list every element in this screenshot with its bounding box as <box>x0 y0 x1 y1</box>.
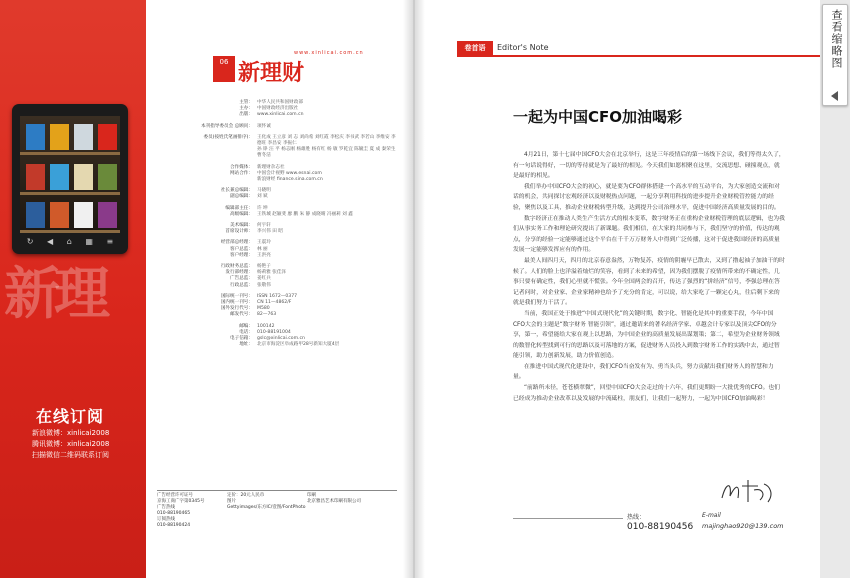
view-thumbnails-label: 查看缩略图 <box>830 9 843 69</box>
footer-line: 010-88190424 <box>157 523 191 528</box>
magazine-thumb <box>74 164 93 190</box>
masthead-label: 网站合作： <box>230 170 253 176</box>
article-paragraph: “前路所未径，苍苍横翠微”，回望中国CFO大会走过的十六年，我们更期盼一大批优秀的CFO。也们已经成为推动企业改革以及发展的中流砥柱，朋友们，让我们一起努力，一起为中国CFO加油喝彩！ <box>513 385 780 402</box>
masthead-label: 发行部经理： <box>225 270 253 276</box>
masthead-value: 100142 <box>257 323 275 329</box>
magazine-logo: 新理财 <box>238 60 305 86</box>
ghost-logo-text: 新理 <box>4 262 104 327</box>
article-paragraph: 最美人间四月天，四月的北京春意盎然，万物复苏，疫情的阴霾早已散去，又到了撸起袖子加油干的时候了。人们的脸上也洋溢着灿烂的笑容，看到了未来的希望，因为我们摆脱了疫情所带来的不确定性，几事只要有确定性，我们心里就不慌张。今年全国两会的召开，传达了强烈的“拼经济”信号，李强总理在答记者问时，对企业家、企业家精神也给予了充分的肯定，可以说，给大家吃了一颗定心丸，往后剩下来的就是我们努力干活了。 <box>513 257 785 307</box>
masthead-label: 国内统一刊号： <box>220 300 253 306</box>
footer-col-print <box>307 493 387 529</box>
masthead-value: 王洪亮 <box>257 252 271 258</box>
article-body <box>513 150 785 404</box>
email-address: majinghao920@139.com <box>702 522 784 530</box>
magazine-thumb <box>98 202 117 228</box>
masthead-label: 国际统一刊号： <box>220 293 253 299</box>
article-headline: 一起为中国CFO加油喝彩 <box>513 108 683 126</box>
subscribe-line: 腾讯微博：xinlicai2008 <box>32 440 110 448</box>
menu-icon: ≡ <box>106 236 114 246</box>
contact-rule <box>513 518 623 519</box>
masthead-row <box>157 124 397 130</box>
masthead-value: 王化成 王立彦 刘 志 刘尚希 刘红霞 李松庆 李书武 李若山 李维安 李德旺 李昌安 李振仁 <box>257 134 396 147</box>
masthead-row <box>157 229 397 235</box>
masthead-label: 编辑部主任： <box>225 205 253 211</box>
article-paragraph: 当前，我国正处于推进“中国式现代化”的关键时期，数字化、智能化是其中的重要手段，今年中国CFO大会的主题是“数字财务 智能引领”，通过邀请来的著名经济学家、卓越会计专家以及顶尖CFO的分享，第一，希望能给大家在观上以思路，为中国企业的高质量发展出谋划策；第二，希望为企业财务领域的数智化转型找到可行的思路以及可落地的方案，促进财务人员投入到数字财务工作的实践中去，通过智能引领，助力创新发展，助力价值创造。 <box>513 310 780 360</box>
signature-icon <box>718 476 778 506</box>
masthead-value: 孙 铮 汪 平 杨志刚 杨雄胜 杨有红 杨 敏 罗乾宜 陈毓圭 夏 成 秦荣生 曹冬洁 <box>257 147 396 159</box>
masthead-value: 许 坤 <box>257 205 268 211</box>
footer-line: 010-88190465 <box>157 511 191 516</box>
masthead-label: 美术编辑： <box>230 223 253 229</box>
masthead-label: 行政总监： <box>230 282 253 288</box>
masthead-row <box>157 177 397 183</box>
masthead-row <box>157 283 397 289</box>
masthead-footer <box>157 488 397 529</box>
issue-badge: 06 <box>213 56 235 82</box>
masthead-value: 杨艳子 <box>257 264 271 270</box>
footer-col-price <box>227 493 307 529</box>
masthead-label: 副总编辑： <box>230 194 253 200</box>
shelf <box>20 192 120 195</box>
back-icon: ◀ <box>47 236 54 246</box>
masthead-label: 行政财务总监： <box>220 264 253 270</box>
magazine-thumb <box>74 124 93 150</box>
home-icon: ⌂ <box>66 236 72 246</box>
footer-line: 订阅热线 <box>157 517 175 522</box>
masthead-row <box>157 194 397 200</box>
phone-number: 010-88190456 <box>627 522 694 532</box>
masthead-row <box>157 312 397 318</box>
masthead-value: 姜红兵 <box>257 276 271 282</box>
masthead-value: 010-88191004 <box>257 329 291 335</box>
tablet-screen <box>20 116 120 232</box>
masthead-label: 客户经理： <box>230 252 253 258</box>
masthead-row <box>157 135 397 147</box>
masthead-value: 新浪财经 finance.sina.com.cn <box>257 177 323 183</box>
masthead-value: 新理财杂志社 <box>257 164 285 170</box>
masthead-value: 马晓明 <box>257 188 271 194</box>
footer-line: 定价：20元人民币 <box>227 493 265 498</box>
masthead-label: 客户总监： <box>230 246 253 252</box>
masthead-label <box>157 147 257 159</box>
tablet-toolbar <box>20 234 120 248</box>
masthead-label: 合作媒体： <box>230 164 253 170</box>
masthead-label: 委员(按姓氏笔画排序)： <box>203 134 253 140</box>
masthead-value: 李兴伟 田 昭 <box>257 229 283 235</box>
magazine-thumb <box>98 164 117 190</box>
masthead-label: 电子信箱： <box>230 336 253 342</box>
magazine-thumb <box>26 124 45 150</box>
masthead-label: 主管： <box>239 100 253 105</box>
masthead-value: 王铁城 赵颖斐 廖 鹏 朱 静 成晓晴 冯丽莉 刘 鑫 <box>257 211 353 217</box>
footer-line: Gettyimages/东方IC/壹图/FontPhoto <box>227 505 306 510</box>
masthead-value: 中国财政经济出版社 <box>257 106 299 112</box>
masthead-label: 国外发行代号： <box>220 306 253 312</box>
footer-line: 京海工商广字第0345号 <box>157 499 205 504</box>
masthead-value: ISSN 1672—0377 <box>257 293 298 299</box>
footer-col-ad <box>157 493 227 529</box>
section-english: Editor's Note <box>497 43 549 52</box>
footer-line: 北京雅昌艺术印刷有限公司 <box>307 499 361 504</box>
magazine-thumb <box>98 124 117 150</box>
masthead <box>157 100 397 349</box>
masthead-value: CN 11—4862/F <box>257 300 292 306</box>
logo-url: www.xinlicai.com.cn <box>294 50 364 56</box>
masthead-label <box>157 177 257 183</box>
masthead-value: 林 丽 <box>257 246 268 252</box>
masthead-label: 社长兼总编辑： <box>220 188 253 194</box>
shelf <box>20 230 120 233</box>
masthead-label: 邮发代号： <box>230 312 253 318</box>
subscribe-line: 扫描微信二维码联系订阅 <box>32 451 109 459</box>
masthead-label: 地址： <box>239 342 253 348</box>
arrow-left-icon <box>831 91 838 101</box>
masthead-value: 项怀诚 <box>257 123 271 129</box>
section-tag: 卷首语 <box>457 41 493 55</box>
magazine-thumb <box>26 164 45 190</box>
magazine-thumb <box>50 202 69 228</box>
masthead-value: 刘 斌 <box>257 194 268 200</box>
masthead-value: M580 <box>257 306 270 312</box>
masthead-label: 出版： <box>239 112 253 118</box>
refresh-icon: ↻ <box>26 236 34 246</box>
masthead-label: 主办： <box>239 106 253 112</box>
masthead-value: gslc@xinlicai.com.cn <box>257 336 305 342</box>
article-paragraph: 我们举办中国CFO大会的初心，就是要为CFO群体搭建一个高水平的互动平台，为大家创造交流和对话的机会，共同探讨宏观经济以及财税热点问题，一起分享利用科技的进步提升企业财税管控能力的经验，聚焦以及工具，推动企业财税转型升级，达到提升公司治理水平，促进中国经济高质量发展的目的。 <box>513 183 780 211</box>
page-gutter <box>403 0 425 578</box>
magazine-thumb <box>50 124 69 150</box>
masthead-value: 张敬伟 <box>257 282 271 288</box>
masthead-row <box>157 253 397 259</box>
masthead-label: 邮编： <box>239 323 253 329</box>
footer-line: 印刷 <box>307 493 316 498</box>
view-thumbnails-button[interactable] <box>822 4 848 106</box>
masthead-label: 首席设计师： <box>225 229 253 235</box>
grid-icon: ▦ <box>85 236 93 246</box>
shelf <box>20 152 120 155</box>
masthead-value: 杨莉雅 张佳泽 <box>257 270 287 276</box>
red-cover-band <box>0 0 146 578</box>
section-header <box>457 41 820 57</box>
masthead-label: 本刊指导委员会 总顾问： <box>201 123 253 129</box>
masthead-row <box>157 112 397 118</box>
masthead-label: 广告总监： <box>230 276 253 282</box>
masthead-value: 北京市海淀区阜成路甲28号新知大厦4层 <box>257 342 340 348</box>
magazine-thumb <box>50 164 69 190</box>
masthead-value: 中国会计视野 www.esnai.com <box>257 170 322 176</box>
masthead-row <box>157 342 397 348</box>
masthead-row <box>157 212 397 218</box>
tablet-image <box>12 104 128 254</box>
masthead-value: 82—763 <box>257 312 277 318</box>
article-paragraph: 数字经济正在推动人类生产生活方式的根本变革，数字财务正在重构企业财税管理的底层逻辑，也为我们从事实务工作和理论研究提出了新课题。我们相信，在大家的共同参与下，我们坚守的价值，传达的观点，分享的经验一定能够通过这个平台在千千万万财务人中得到广泛传播，这对于促进我国经济的高质量发展一定能够发挥应有的作用。 <box>513 215 785 254</box>
masthead-label: 经营部总经理： <box>220 240 253 246</box>
subscribe-line: 新浪微博：xinlicai2008 <box>32 429 110 437</box>
footer-line: 图片 <box>227 499 236 504</box>
masthead-value: 王震玲 <box>257 240 271 246</box>
email-label: E-mail <box>702 512 721 519</box>
masthead-label: 电话： <box>239 329 253 335</box>
footer-line: 广告经营许可证号 <box>157 493 193 498</box>
masthead-value: 中华人民共和国财政部 <box>257 100 303 105</box>
footer-line: 广告热线 <box>157 505 175 510</box>
magazine-thumb <box>26 202 45 228</box>
masthead-label: 高级编辑： <box>230 211 253 217</box>
phone-label: 热线： <box>627 514 646 521</box>
magazine-thumb <box>74 202 93 228</box>
article-paragraph: 4月21日，第十七届中国CFO大会在北京举行，这是三年疫情后的第一场线下会议，我们等得太久了，有一句话说得好，一切的等待就是为了最好的相见。今天我们如愿相聚在这里，交流思想、碰撞观点，就是最好的相见。 <box>513 152 785 180</box>
masthead-row <box>157 147 397 159</box>
article-paragraph: 在推进中国式现代化建设中，我们CFO当奋发有为、勇当头兵，努力贡献出我们财务人的智慧和力量。 <box>513 363 774 381</box>
masthead-value: 何宇轩 <box>257 223 271 229</box>
masthead-value: www.xinlicai.com.cn <box>257 112 304 118</box>
subscribe-title: 在线订阅 <box>36 407 105 426</box>
